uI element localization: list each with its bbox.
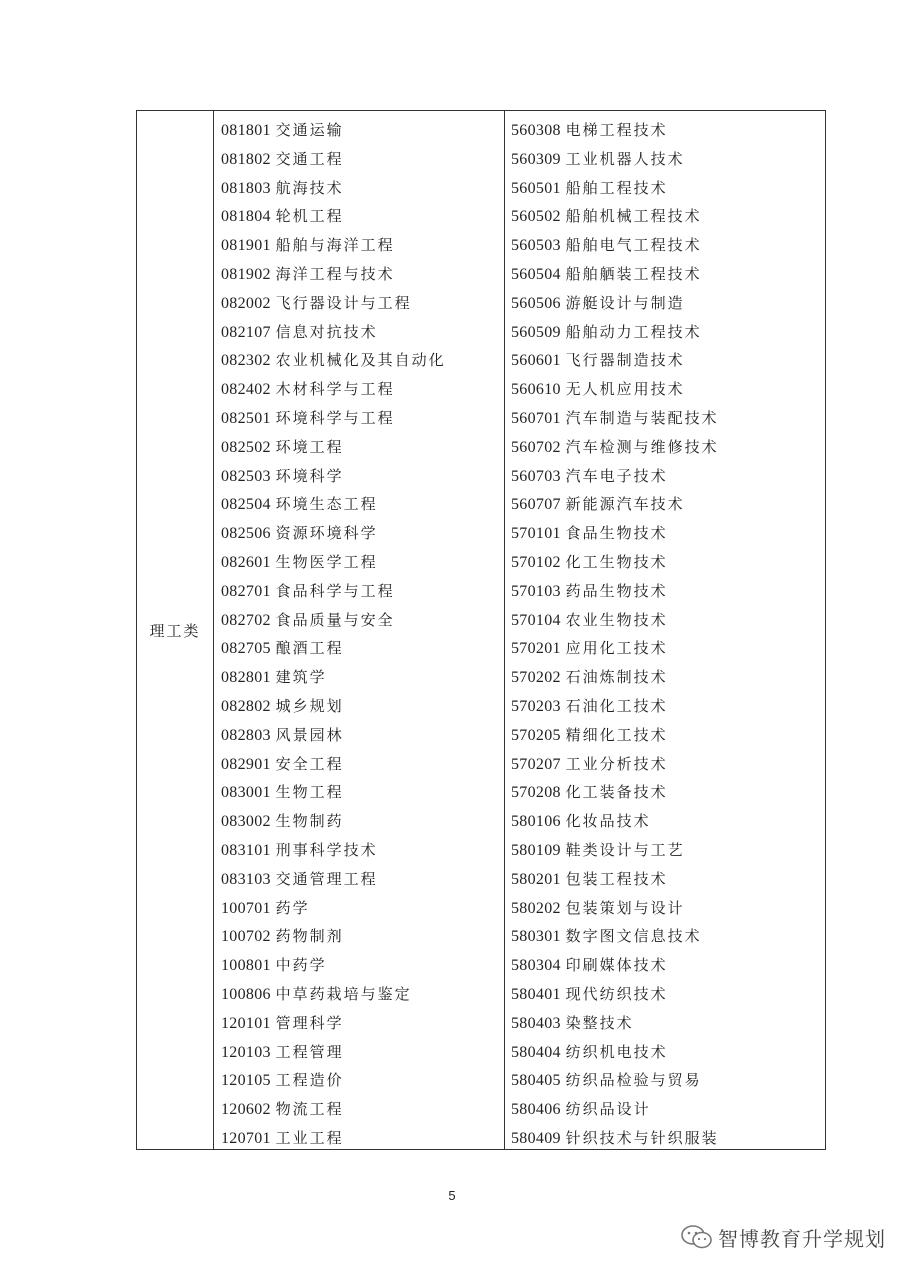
major-row [511,1124,719,1153]
major-code: 560501 [511,179,561,197]
major-code: 560702 [511,438,561,456]
major-row [511,490,719,519]
major-row [221,692,446,721]
major-name: 药学 [275,898,310,917]
major-row [221,346,446,375]
major-name: 交通管理工程 [275,869,378,888]
major-name: 船舶舾装工程技术 [565,264,702,283]
major-code: 560309 [511,150,561,168]
major-code: 082802 [221,697,271,715]
major-row [511,260,719,289]
major-code: 081801 [221,122,271,139]
major-row [221,174,446,203]
major-row [511,577,719,606]
major-row [511,1009,719,1038]
major-code: 570208 [511,784,561,802]
column-divider [213,111,214,1149]
major-name: 管理科学 [275,1013,344,1032]
major-code: 081804 [221,208,271,226]
major-name: 生物制药 [275,812,344,831]
major-row [221,750,446,779]
major-row [511,145,719,174]
major-name: 针织技术与针织服装 [565,1128,719,1147]
major-name: 化妆品技术 [565,812,651,831]
major-name: 交通工程 [275,149,344,168]
major-row [511,778,719,807]
major-name: 轮机工程 [275,207,344,226]
major-name: 环境科学 [275,466,344,485]
major-code: 081901 [221,237,271,255]
major-code: 120105 [221,1072,271,1090]
page-number: 5 [448,1188,456,1203]
major-row [511,174,719,203]
major-name: 工程管理 [275,1042,344,1061]
major-row [221,1009,446,1038]
major-row [511,750,719,779]
major-name: 无人机应用技术 [565,380,685,399]
major-code: 570203 [511,697,561,715]
major-code: 580304 [511,957,561,975]
major-name: 包装工程技术 [565,869,668,888]
major-code: 560504 [511,265,561,283]
major-code: 560601 [511,352,561,370]
major-name: 数字图文信息技术 [565,927,702,946]
major-name: 刑事科学技术 [275,840,378,859]
major-row [221,721,446,750]
major-name: 船舶电气工程技术 [565,236,702,255]
major-name: 船舶机械工程技术 [565,207,702,226]
major-code: 570102 [511,553,561,571]
major-code: 580405 [511,1072,561,1090]
major-code: 560707 [511,496,561,514]
major-row [511,289,719,318]
major-row [221,836,446,865]
major-code: 580409 [511,1129,561,1147]
major-name: 安全工程 [275,754,344,773]
major-row [511,865,719,894]
major-row [221,778,446,807]
major-code: 560610 [511,381,561,399]
major-row [221,865,446,894]
major-code: 082601 [221,553,271,571]
major-code: 082501 [221,409,271,427]
major-code: 580403 [511,1014,561,1032]
major-code: 082701 [221,582,271,600]
major-code: 082801 [221,669,271,687]
major-code: 580201 [511,870,561,888]
major-name: 环境生态工程 [275,495,378,514]
major-code: 580406 [511,1101,561,1119]
major-code: 082506 [221,525,271,543]
major-row [511,116,719,145]
major-name: 环境科学与工程 [275,408,395,427]
major-row [221,1095,446,1124]
major-name: 汽车制造与装配技术 [565,408,719,427]
major-row [511,1095,719,1124]
major-code: 560509 [511,323,561,341]
major-code: 082705 [221,640,271,658]
major-code: 082702 [221,611,271,629]
major-name: 新能源汽车技术 [565,495,685,514]
major-name: 酿酒工程 [275,639,344,658]
major-row [221,462,446,491]
major-row [221,577,446,606]
major-code: 100702 [221,928,271,946]
major-name: 交通运输 [275,121,344,139]
major-code: 083101 [221,841,271,859]
major-name: 农业生物技术 [565,610,668,629]
major-code: 560506 [511,294,561,312]
major-row [221,289,446,318]
major-code: 120103 [221,1043,271,1061]
major-row [221,807,446,836]
major-row [511,375,719,404]
major-row [221,404,446,433]
major-code: 082503 [221,467,271,485]
major-row [221,202,446,231]
major-row [221,318,446,347]
major-name: 包装策划与设计 [565,898,685,917]
major-name: 生物工程 [275,783,344,802]
major-code: 120701 [221,1129,271,1147]
major-row [221,490,446,519]
category-label: 理工类 [149,621,201,640]
major-code: 570205 [511,726,561,744]
major-row [221,1124,446,1153]
major-row [511,894,719,923]
major-row [511,318,719,347]
major-code: 570103 [511,582,561,600]
major-name: 城乡规划 [275,696,344,715]
major-row [511,807,719,836]
major-code: 081902 [221,265,271,283]
major-row [511,202,719,231]
major-name: 食品科学与工程 [275,581,395,600]
major-name: 精细化工技术 [565,725,668,744]
major-row [221,980,446,1009]
major-row [511,980,719,1009]
column-divider [504,111,505,1149]
major-code: 560503 [511,237,561,255]
major-code: 082502 [221,438,271,456]
major-row [511,404,719,433]
major-code: 580301 [511,928,561,946]
major-name: 中药学 [275,956,327,975]
major-name: 工业机器人技术 [565,149,685,168]
major-code: 580106 [511,813,561,831]
major-name: 食品生物技术 [565,524,668,543]
major-row [221,663,446,692]
major-name: 中草药栽培与鉴定 [275,984,412,1003]
major-name: 食品质量与安全 [275,610,395,629]
major-row [221,145,446,174]
major-name: 生物医学工程 [275,552,378,571]
major-code: 081802 [221,150,271,168]
major-name: 药品生物技术 [565,581,668,600]
major-code: 560308 [511,122,561,139]
major-code: 580401 [511,985,561,1003]
major-code: 580109 [511,841,561,859]
major-row [511,346,719,375]
major-row [511,634,719,663]
major-name: 石油化工技术 [565,696,668,715]
major-row [221,894,446,923]
major-row [511,1066,719,1095]
major-name: 纺织机电技术 [565,1042,668,1061]
major-code: 082901 [221,755,271,773]
major-row [221,634,446,663]
major-row [511,721,719,750]
major-row [511,548,719,577]
major-code: 082107 [221,323,271,341]
major-row [511,606,719,635]
major-name: 船舶与海洋工程 [275,236,395,255]
major-code: 560502 [511,208,561,226]
major-name: 石油炼制技术 [565,668,668,687]
major-name: 应用化工技术 [565,639,668,658]
major-name: 化工装备技术 [565,783,668,802]
major-name: 工程造价 [275,1071,344,1090]
major-name: 飞行器制造技术 [565,351,685,370]
major-name: 工业工程 [275,1128,344,1147]
major-row [511,663,719,692]
major-name: 木材科学与工程 [275,380,395,399]
major-name: 船舶工程技术 [565,178,668,197]
major-code: 120602 [221,1101,271,1119]
major-code: 082504 [221,496,271,514]
major-row [221,260,446,289]
major-code: 100701 [221,899,271,917]
major-name: 印刷媒体技术 [565,956,668,975]
major-code: 580202 [511,899,561,917]
major-code: 570207 [511,755,561,773]
majors-table [136,110,826,1150]
major-row [511,231,719,260]
major-code: 082803 [221,726,271,744]
major-name: 药物制剂 [275,927,344,946]
major-row [221,231,446,260]
wechat-logo-icon [680,1224,714,1250]
major-row [221,375,446,404]
major-row [511,1038,719,1067]
major-name: 纺织品检验与贸易 [565,1071,702,1090]
major-name: 化工生物技术 [565,552,668,571]
major-row [221,606,446,635]
major-row [221,433,446,462]
major-name: 游艇设计与制造 [565,293,685,312]
major-code: 083103 [221,870,271,888]
major-code: 570104 [511,611,561,629]
major-row [221,1066,446,1095]
major-code: 560701 [511,409,561,427]
undergrad-majors-column [221,116,446,1153]
major-code: 081803 [221,179,271,197]
major-code: 580404 [511,1043,561,1061]
major-row [511,519,719,548]
major-name: 染整技术 [565,1013,634,1032]
major-code: 083001 [221,784,271,802]
major-name: 环境工程 [275,437,344,456]
major-name: 海洋工程与技术 [275,264,395,283]
major-row [511,951,719,980]
major-row [221,116,446,145]
major-code: 570201 [511,640,561,658]
major-code: 082402 [221,381,271,399]
watermark-text: 智博教育升学规划 [718,1226,886,1251]
major-code: 570202 [511,669,561,687]
major-row [221,519,446,548]
major-name: 农业机械化及其自动化 [275,351,446,370]
major-name: 物流工程 [275,1100,344,1119]
major-name: 资源环境科学 [275,524,378,543]
major-code: 100801 [221,957,271,975]
major-code: 100806 [221,985,271,1003]
major-row [221,1038,446,1067]
major-code: 570101 [511,525,561,543]
vocational-majors-column [511,116,719,1153]
major-name: 汽车电子技术 [565,466,668,485]
major-row [511,922,719,951]
major-row [511,462,719,491]
major-code: 082002 [221,294,271,312]
major-name: 鞋类设计与工艺 [565,840,685,859]
major-name: 航海技术 [275,178,344,197]
major-row [221,922,446,951]
major-code: 083002 [221,813,271,831]
major-code: 082302 [221,352,271,370]
major-name: 信息对抗技术 [275,322,378,341]
major-row [511,692,719,721]
major-name: 纺织品设计 [565,1100,651,1119]
major-name: 电梯工程技术 [565,121,668,139]
major-name: 现代纺织技术 [565,984,668,1003]
watermark [680,1222,886,1252]
major-row [511,433,719,462]
major-name: 飞行器设计与工程 [275,293,412,312]
major-row [221,548,446,577]
major-name: 船舶动力工程技术 [565,322,702,341]
major-row [511,836,719,865]
major-name: 建筑学 [275,668,327,687]
major-name: 工业分析技术 [565,754,668,773]
major-code: 120101 [221,1014,271,1032]
major-code: 560703 [511,467,561,485]
major-name: 汽车检测与维修技术 [565,437,719,456]
major-row [221,951,446,980]
major-name: 风景园林 [275,725,344,744]
